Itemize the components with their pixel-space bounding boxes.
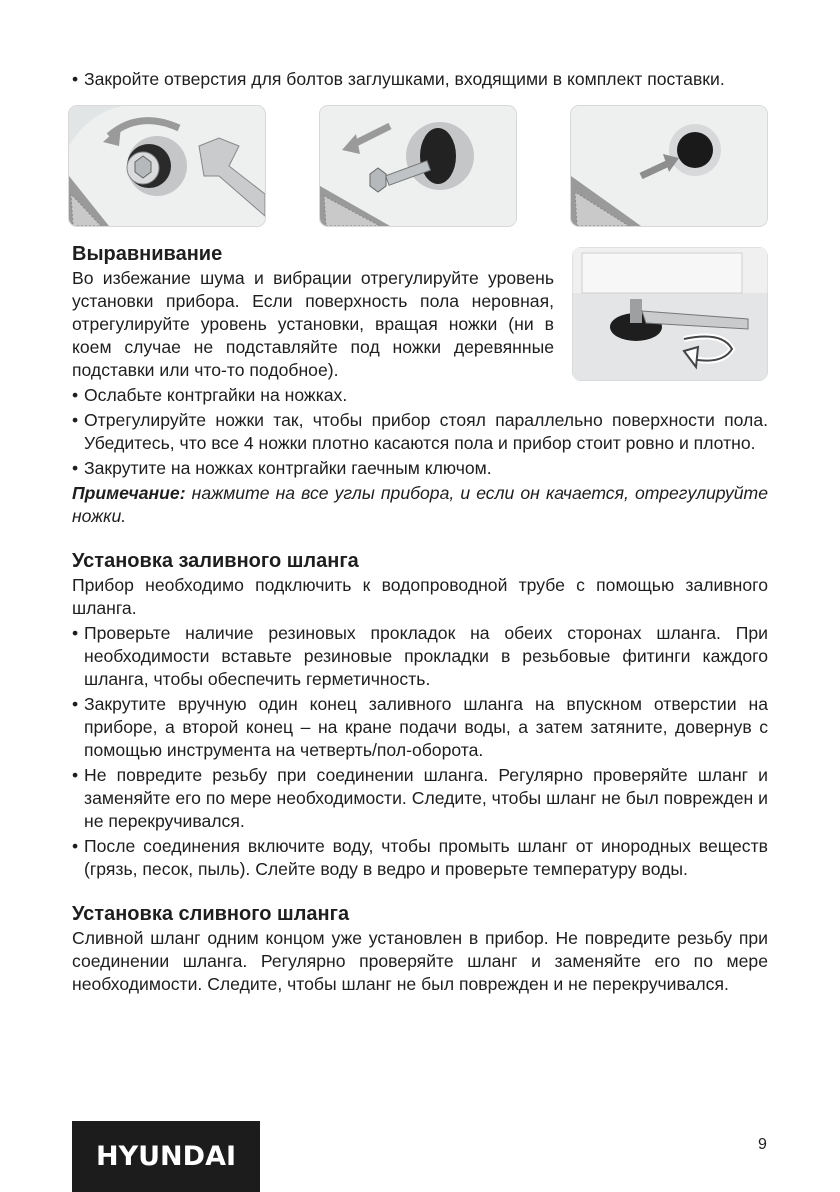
- inlet-hose-section: [72, 548, 768, 881]
- note-text: нажмите на все углы прибора, и если он качается, отрегулируйте ножки.: [72, 483, 768, 526]
- drain-heading: Установка сливного шланга: [72, 903, 350, 925]
- intro-bullet: • Закройте отверстия для болтов заглушками, входящими в комплект поставки.: [72, 68, 768, 91]
- leveling-heading: Выравнивание: [72, 243, 223, 265]
- leveling-bullet: • Закрутите на ножках контргайки гаечным ключом.: [72, 457, 768, 480]
- bolt-pull-photo: [319, 105, 517, 227]
- leveling-bullet: • Ослабьте контргайки на ножках.: [72, 384, 768, 407]
- brand-name: HYUNDAI: [95, 1141, 237, 1172]
- plug-inserted-photo: [570, 105, 768, 227]
- inlet-paragraph: Прибор необходимо подключить к водопроводной трубе с помощью заливного шланга.: [72, 575, 768, 618]
- page-number: 9: [758, 1136, 767, 1153]
- manual-page: [72, 66, 768, 996]
- bolt-removal-photo: [68, 105, 266, 227]
- note-label: Примечание:: [72, 483, 186, 503]
- inlet-heading: Установка заливного шланга: [72, 550, 359, 572]
- leveling-note: [72, 482, 768, 528]
- leveling-paragraph: Во избежание шума и вибрации отрегулируйте уровень установки прибора. Если поверхность пола неровная, отрегулируйте уровень установки, вращая ножки (ни в коем случае не подставляйте под ножки деревянные подставки или что-то подобное).: [72, 268, 554, 380]
- leveling-section: [72, 241, 768, 407]
- inlet-bullet: • После соединения включите воду, чтобы промыть шланг от инородных веществ (грязь, песок, пыль). Слейте воду в ведро и проверьте температуру воды.: [72, 835, 768, 881]
- inlet-bullet: • Не повредите резьбу при соединении шланга. Регулярно проверяйте шланг и заменяйте его по мере необходимости. Следите, чтобы шланг не был поврежден и не перекручивался.: [72, 764, 768, 833]
- bolt-photo-row: [68, 105, 768, 227]
- drain-paragraph: Сливной шланг одним концом уже установлен в прибор. Не повредите резьбу при соединении шланга. Регулярно проверяйте шланг и заменяйте его по мере необходимости. Следите, чтобы шланг не был поврежден и не перекручивался.: [72, 928, 768, 994]
- inlet-bullet: • Закрутите вручную один конец заливного шланга на впускном отверстии на приборе, а второй конец – на кране подачи воды, а затем затяните, довернув с помощью инструмента на четверть/пол-оборота.: [72, 693, 768, 762]
- foot-wrench-photo: [572, 247, 768, 381]
- brand-logo: [72, 1121, 260, 1192]
- leveling-bullet: • Отрегулируйте ножки так, чтобы прибор стоял параллельно поверхности пола. Убедитесь, что все 4 ножки плотно касаются пола и прибор стоит ровно и плотно.: [72, 409, 768, 455]
- inlet-bullet: • Проверьте наличие резиновых прокладок на обеих сторонах шланга. При необходимости вставьте резиновые прокладки в резьбовые фитинги каждого шланга, чтобы обеспечить герметичность.: [72, 622, 768, 691]
- drain-hose-section: [72, 901, 768, 996]
